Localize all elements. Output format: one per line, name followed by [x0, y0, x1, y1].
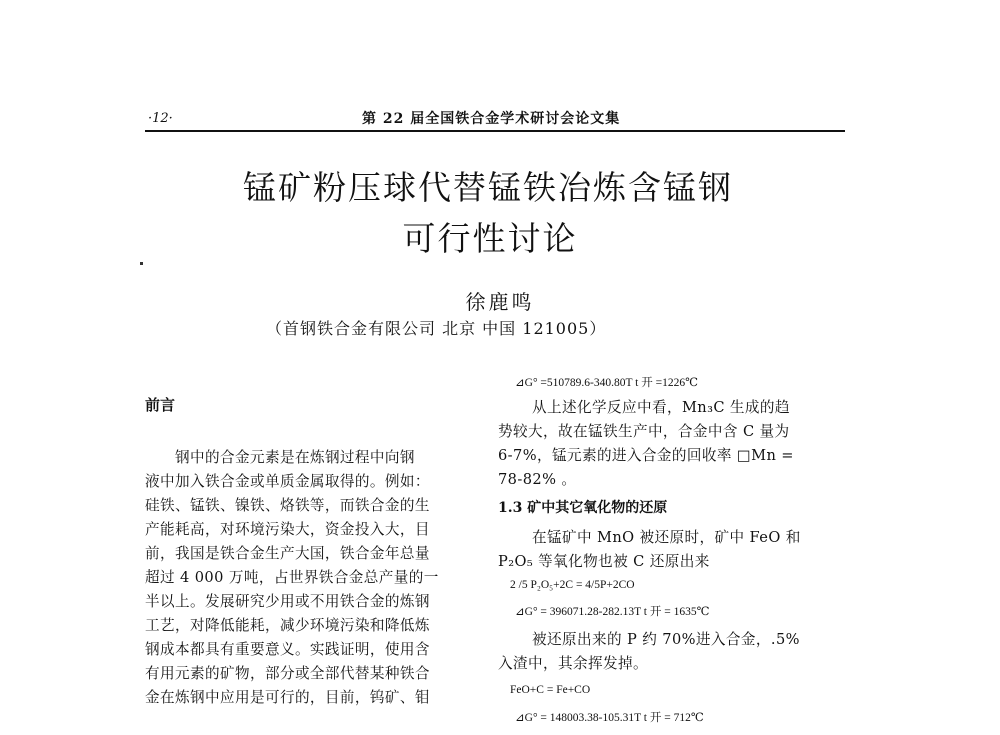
body-line: 6-7%，锰元素的进入合金的回收率 □Mn = [498, 447, 794, 464]
running-header: 第 22 届全国铁合金学术研讨会论文集 [362, 111, 621, 127]
body-line: 势较大，故在锰铁生产中，合金中含 C 量为 [498, 423, 790, 440]
body-line: 在锰矿中 MnO 被还原时，矿中 FeO 和 [532, 529, 801, 546]
page-number: ·12· [148, 111, 173, 126]
body-line: 半以上。发展研究少用或不用铁合金的炼钢 [145, 593, 430, 610]
body-line: 前，我国是铁合金生产大国，铁合金年总量 [145, 545, 430, 562]
body-line: 有用元素的矿物，部分或全部代替某种铁合 [145, 665, 430, 682]
paper-title-line-1: 锰矿粉压球代替锰铁冶炼含锰钢 [243, 168, 733, 207]
scan-speck [140, 262, 143, 265]
body-line: 78-82% 。 [498, 471, 577, 488]
author-name: 徐鹿鸣 [465, 290, 535, 314]
body-line: 钢成本都具有重要意义。实践证明，使用含 [145, 641, 430, 658]
body-line: 从上述化学反应中看，Mn₃C 生成的趋 [532, 399, 790, 416]
author-affiliation: （首钢铁合金有限公司 北京 中国 121005） [266, 319, 607, 338]
body-line: P₂O₅ 等氧化物也被 C 还原出来 [498, 553, 710, 570]
body-line: 被还原出来的 P 约 70%进入合金，.5% [532, 631, 800, 648]
section-heading-preface: 前言 [145, 396, 176, 414]
equation-gibbs-2: ⊿G° = 396071.28-282.13T t 开 = 1635℃ [515, 606, 710, 618]
body-line: 入渣中，其余挥发掉。 [498, 655, 648, 672]
body-line: 液中加入铁合金或单质金属取得的。例如： [145, 473, 430, 490]
body-line: 工艺，对降低能耗，减少环境污染和降低炼 [145, 617, 430, 634]
body-line: 硅铁、锰铁、镍铁、烙铁等，而铁合金的生 [145, 497, 430, 514]
body-line: 钢中的合金元素是在炼钢过程中向钢 [175, 449, 415, 466]
equation-gibbs-3: ⊿G° = 148003.38-105.31T t 开 = 712℃ [515, 712, 704, 724]
section-heading-1-3: 1.3 矿中其它氧化物的还原 [498, 500, 668, 516]
equation-p2o5-reduction: 2 /5 P₂O₅+2C = 4/5P+2CO [510, 579, 635, 591]
body-line: 产能耗高，对环境污染大，资金投入大，目 [145, 521, 430, 538]
header-rule [145, 130, 845, 132]
equation-gibbs-1: ⊿G° =510789.6-340.80T t 开 =1226℃ [515, 377, 698, 389]
paper-title-line-2: 可行性讨论 [402, 219, 578, 258]
body-line: 超过 4 000 万吨，占世界铁合金总产量的一 [145, 569, 439, 586]
body-line: 金在炼钢中应用是可行的，目前，钨矿、钼 [145, 689, 430, 706]
equation-feo-reduction: FeO+C = Fe+CO [510, 684, 591, 696]
